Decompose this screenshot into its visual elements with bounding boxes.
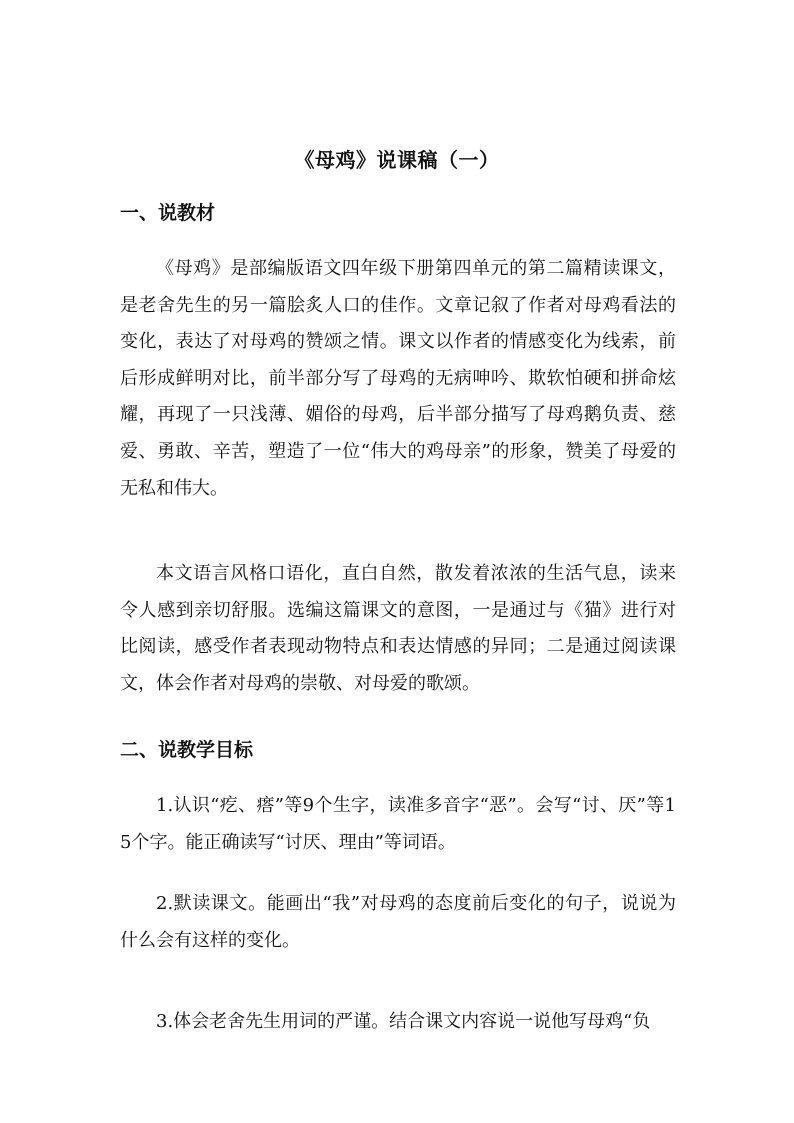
paragraph-material-intro: 《母鸡》是部编版语文四年级下册第四单元的第二篇精读课文，是老舍先生的另一篇脍炙人口的佳作。文章记叙了作者对母鸡看法的变化，表达了对母鸡的赞颂之情。课文以作者的情感变化为线索，前后形成鲜明对比，前半部分写了母鸡的无病呻吟、欺软怕硬和拼命炫耀，再现了一只浅薄、媚俗的母鸡，后半部分描写了母鸡鹅负责、慈爱、勇敢、辛苦，塑造了一位“伟大的鸡母亲”的形象，赞美了母爱的无私和伟大。: [120, 258, 676, 499]
paragraph-goal-2: 2.默读课文。能画出“我”对母鸡的态度前后变化的句子，说说为什么会有这样的变化。: [120, 893, 676, 951]
paragraph-goal-3: 3.体会老舍先生用词的严谨。结合课文内容说一说他写母鸡“负: [156, 1011, 651, 1032]
section-heading-teaching-material: 一、说教材: [120, 202, 216, 224]
paragraph-language-style: 本文语言风格口语化，直白自然，散发着浓浓的生活气息，读来令人感到亲切舒服。选编这篇课文的意图，一是通过与《猫》进行对比阅读，感受作者表现动物特点和表达情感的异同；二是通过阅读课文，体会作者对母鸡的崇敬、对母爱的歌颂。: [120, 563, 676, 694]
document-title: 《母鸡》说课稿（一）: [294, 148, 500, 172]
section-heading-teaching-goals: 二、说教学目标: [120, 739, 254, 761]
paragraph-goal-1: 1.认识“疙、瘩”等9个生字，读准多音字“恶”。会写“讨、厌”等15个字。能正确读写“讨厌、理由”等词语。: [120, 795, 676, 853]
